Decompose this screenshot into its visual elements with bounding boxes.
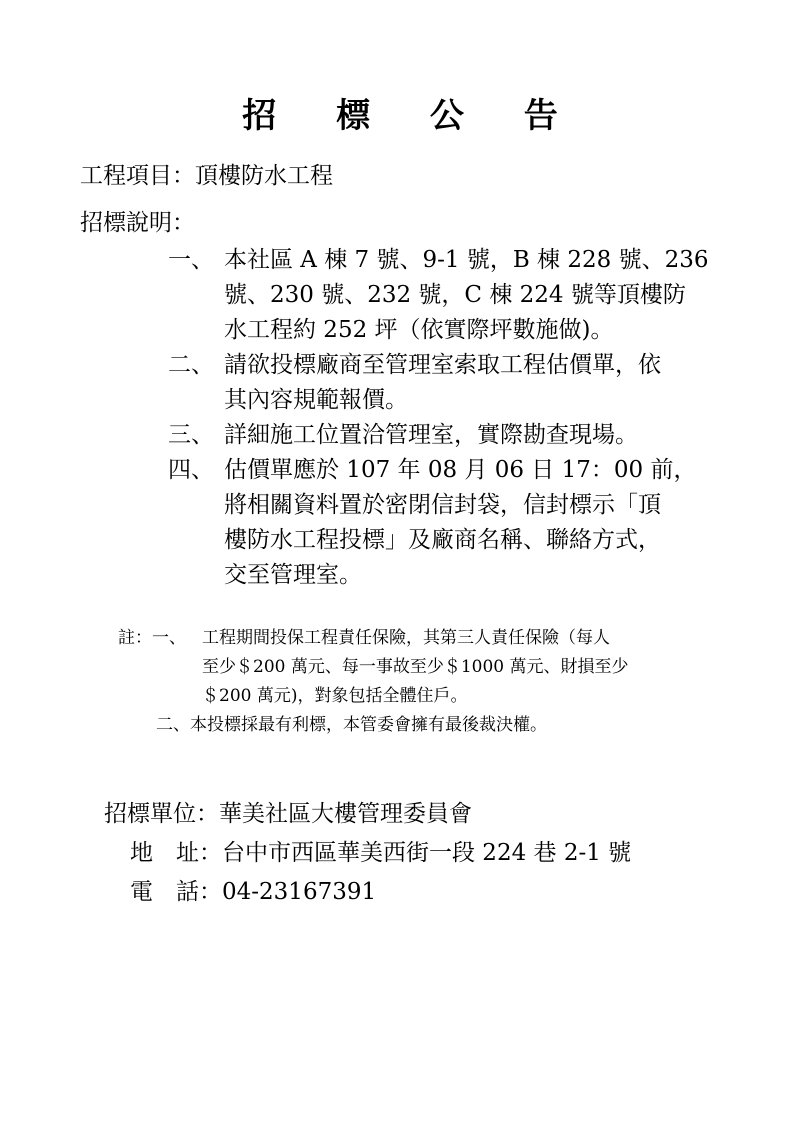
description-item-3 [168,418,728,453]
item-line: 號、230 號、232 號，C 棟 224 號等頂樓防 [224,282,686,308]
note-2: 二、本投標採最有利標，本管委會擁有最後裁決權。 [156,715,547,735]
item-line: 樓防水工程投標」及廠商名稱、聯絡方式， [224,527,661,553]
note-line: 工程期間投保工程責任保險，其第三人責任保險（每人 [202,628,610,648]
item-line: 本社區 A 棟 7 號、9-1 號，B 棟 228 號、236 [224,247,709,273]
item-line: 估價單應於 107 年 08 月 06 日 17：00 前， [224,457,697,483]
description-item-1 [168,243,728,348]
tender-unit: 招標單位：華美社區大樓管理委員會 [104,801,472,827]
note-line: 至少＄200 萬元、每一事故至少＄1000 萬元、財損至少 [202,657,629,677]
item-number: 四、 [168,457,214,483]
address: 地 址：台中市西區華美西街一段 224 巷 2-1 號 [130,840,632,866]
notice-title: 招 標 公 告 [242,96,582,136]
item-line: 將相關資料置於密閉信封袋，信封標示「頂 [224,492,661,518]
item-number: 三、 [168,422,214,448]
description-label: 招標說明： [80,210,195,236]
item-line: 其內容規範報價。 [224,387,408,413]
project-name: 工程項目：頂樓防水工程 [80,163,333,189]
item-line: 請欲投標廠商至管理室索取工程估價單，依 [224,352,661,378]
note-line: ＄200 萬元)，對象包括全體住戶。 [202,686,468,706]
item-line: 交至管理室。 [224,562,362,588]
note-1 [118,624,738,711]
description-item-4 [168,453,728,593]
note-lead: 註：一、 [118,628,186,648]
item-line: 水工程約 252 坪（依實際坪數施做)。 [224,317,614,343]
description-item-2 [168,348,728,418]
item-number: 一、 [168,247,214,273]
item-line: 詳細施工位置洽管理室，實際勘查現場。 [224,422,638,448]
item-number: 二、 [168,352,214,378]
phone: 電 話：04-23167391 [130,879,377,905]
